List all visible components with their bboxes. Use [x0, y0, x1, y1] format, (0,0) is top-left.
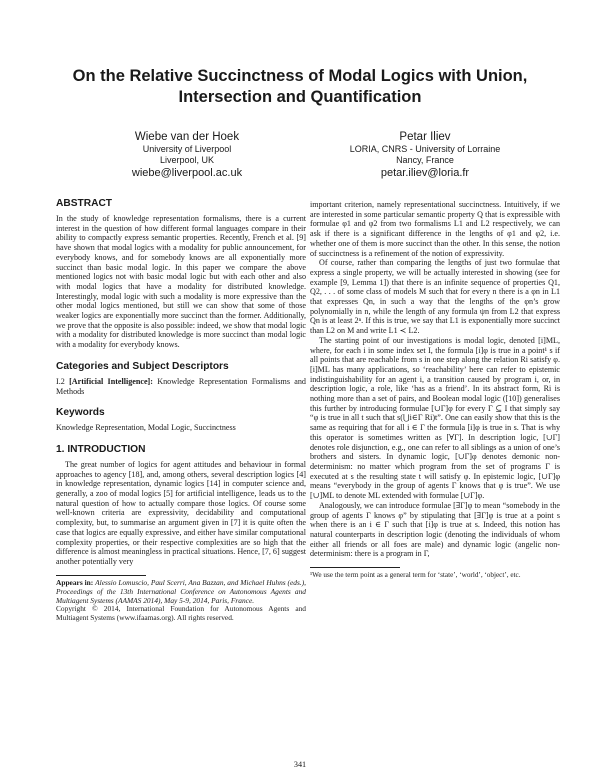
author-location: Liverpool, UK — [159, 155, 215, 165]
keywords-text: Knowledge Representation, Modal Logic, Succinctness — [56, 423, 236, 433]
author-location: Nancy, France — [396, 155, 454, 165]
author-name: Petar Iliev — [399, 131, 451, 143]
right-paragraph-1: important criterion, namely representational succinctness. Intuitively, if we are interested in some particular semantic property Q that is expressible with formulae φ1 and φ2 from two formalisms L1 and L2 respectively, we can ask if there is a significant difference in the lengths of φ1 and φ2, i.e. whether one of them is more succinct than the other. In this sense, the notion of succinctness is a refinement of the notion of expressivity. — [310, 200, 560, 258]
right-paragraph-4: Analogously, we can introduce formulae [∃Γ]φ to mean “somebody in the group of agents Γ knows φ” by stipulating that [∃Γ]φ is true at a point s when there is an i ∈ Γ such that [i]φ is true at s. Indeed, this notion has natural counterparts in description logic (denoting the individuals of whom either all friends or all foes are male) and dynamic logic (angelic non-determinism: there is a program in Γ, — [310, 500, 560, 559]
abstract-text: In the study of knowledge representation formalisms, there is a current interest in the question of how different formal languages compare in their ability to compactly express semantic properties. Recently, French et al. [9] have shown that modal logics with a modality for public announcement, for everybody knows, and for somebody knows are all exponentially more succinct than basic modal logic. In this paper we compare the above mentioned logics not with basic modal logic but with each other and also with modal logics that have a modality for distributed knowledge. Interestingly, modal logic with such a modality is more expressive than the other modal logics mentioned, but still we can show that some of those weaker logics are exponentially more succinct than the former. Additionally, we prove that the opposite is also possible: indeed, we show that modal logic with a modality for distributed knowledge is more succinct than modal logic with a modality for everybody knows. — [56, 214, 306, 350]
right-paragraph-3: The starting point of our investigations is modal logic, denoted [i]ML, where, for each i in some index set I, the formula [i]φ is true in a point¹ s if all points that are reachable from s in one step along the relation Ri satisfy φ. [i]ML has many applications, so ‘reachability’ here can refer to epistemic indistinguishability for an agent i, a transition caused by program i, or, in description logic, a role, like ‘has as a friend’. In its abstract form, Ri is nothing more than a set of pairs, and Boolean modal logic ([10]) generalises this further by introducing formulae [∪Γ]φ for every Γ ⊆ I that simply say “φ is true in all t such that s(⋃i∈Γ Ri)t”. One can easily show that this is the same as requiring that for all i ∈ Γ the formula [i]φ is true in s. That is why this operator is sometimes written as [∀Γ]. In description logic, [∪Γ] denotes role disjunction, e.g., one can refer to all siblings as a union of one’s brothers and sisters. In dynamic logic, [∪Γ]φ denotes demonic non-determinism: no matter which program from the set of programs Γ is executed at s the resulting state t will satisfy φ. In epistemic logic, [∪Γ]φ means “everybody in the group of agents Γ knows that φ is true”. We use [∪]ML to denote ML extended with formulae [∪Γ]φ. — [310, 335, 560, 501]
copyright-text: Copyright © 2014, International Foundation for Autonomous Agents and Multiagent Systems (www.ifaamas.org). All rights reserved. — [56, 604, 306, 623]
categories-description: Knowledge Representation Formalisms and Methods — [56, 376, 306, 396]
categories-text — [56, 377, 306, 396]
introduction-text: The great number of logics for agent attitudes and behaviour in formal approaches to agency [18], and, among others, several description logics [4] in knowledge representation, dynamic logics [14] in computer science and, generally, a zoo of modal logics [5] for artificial intelligence, leads us to the natural question of how to actually compare those logics. Of course some well-known criteria are expressivity, decidability and computational complexity, but, to summarise an argument given in [7] it is quite often the case that logics are equally expressive, and either have similar computational complexity properties, or their respective complexities are so high that the difference is almost meaningless in practical situations. Hence, [7, 6] suggest another potentially very — [56, 459, 306, 566]
abstract-heading: ABSTRACT — [56, 198, 113, 209]
categories-code: I.2 — [56, 376, 65, 386]
categories-heading: Categories and Subject Descriptors — [56, 360, 229, 372]
introduction-heading: 1. INTRODUCTION — [56, 443, 146, 455]
left-column — [56, 198, 306, 623]
author-affiliation: LORIA, CNRS - University of Lorraine — [349, 144, 501, 154]
categories-bold: [Artificial Intelligence]: — [69, 376, 153, 386]
right-paragraph-2: Of course, rather than comparing the lengths of just two formulae that express a single property, we will be actually interested in showing (see for example [9, Lemma 1]) that there is an infinite sequence of properties Q1, Q2, . . . of some class of models M such that for every n there is a φn in L1 that expresses Qn, in such a way that the lengths of the φn’s grow polynomially in n, while the length of any formula ψn from L2 that express Qn is at least 2ⁿ. If this is true, we say that L1 is exponentially more succinct than L2 on M and write L1 ≺ L2. — [310, 258, 560, 336]
title-line-2: Intersection and Quantification — [178, 88, 422, 106]
appears-in-label: Appears in: — [56, 577, 94, 587]
footnote-rule — [310, 567, 400, 568]
author-block-2 — [300, 130, 550, 180]
author-affiliation: University of Liverpool — [142, 144, 232, 154]
footnote-text: ¹We use the term point as a general term for ‘state’, ‘world’, ‘object’, etc. — [310, 571, 521, 580]
author-email: petar.iliev@loria.fr — [380, 167, 470, 179]
keywords-heading: Keywords — [56, 407, 105, 419]
right-column — [310, 200, 560, 580]
page-number: 341 — [293, 760, 307, 769]
appears-in-text: Alessio Lomuscio, Paul Scerri, Ana Bazzan, and Michael Huhns (eds.), Proceedings of the 13th International Conference on Autonomous Agents and Multiagent Systems (AAMAS 2014), May 5-9, 2014, Paris, France. — [56, 577, 306, 605]
title-line-1: On the Relative Succinctness of Modal Logics with Union, — [72, 67, 528, 85]
author-email: wiebe@liverpool.ac.uk — [131, 167, 243, 179]
author-name: Wiebe van der Hoek — [134, 131, 240, 143]
footnote-rule — [56, 575, 146, 576]
author-block-1 — [62, 130, 312, 180]
appears-in-note — [56, 579, 306, 624]
paper-title — [40, 66, 560, 108]
